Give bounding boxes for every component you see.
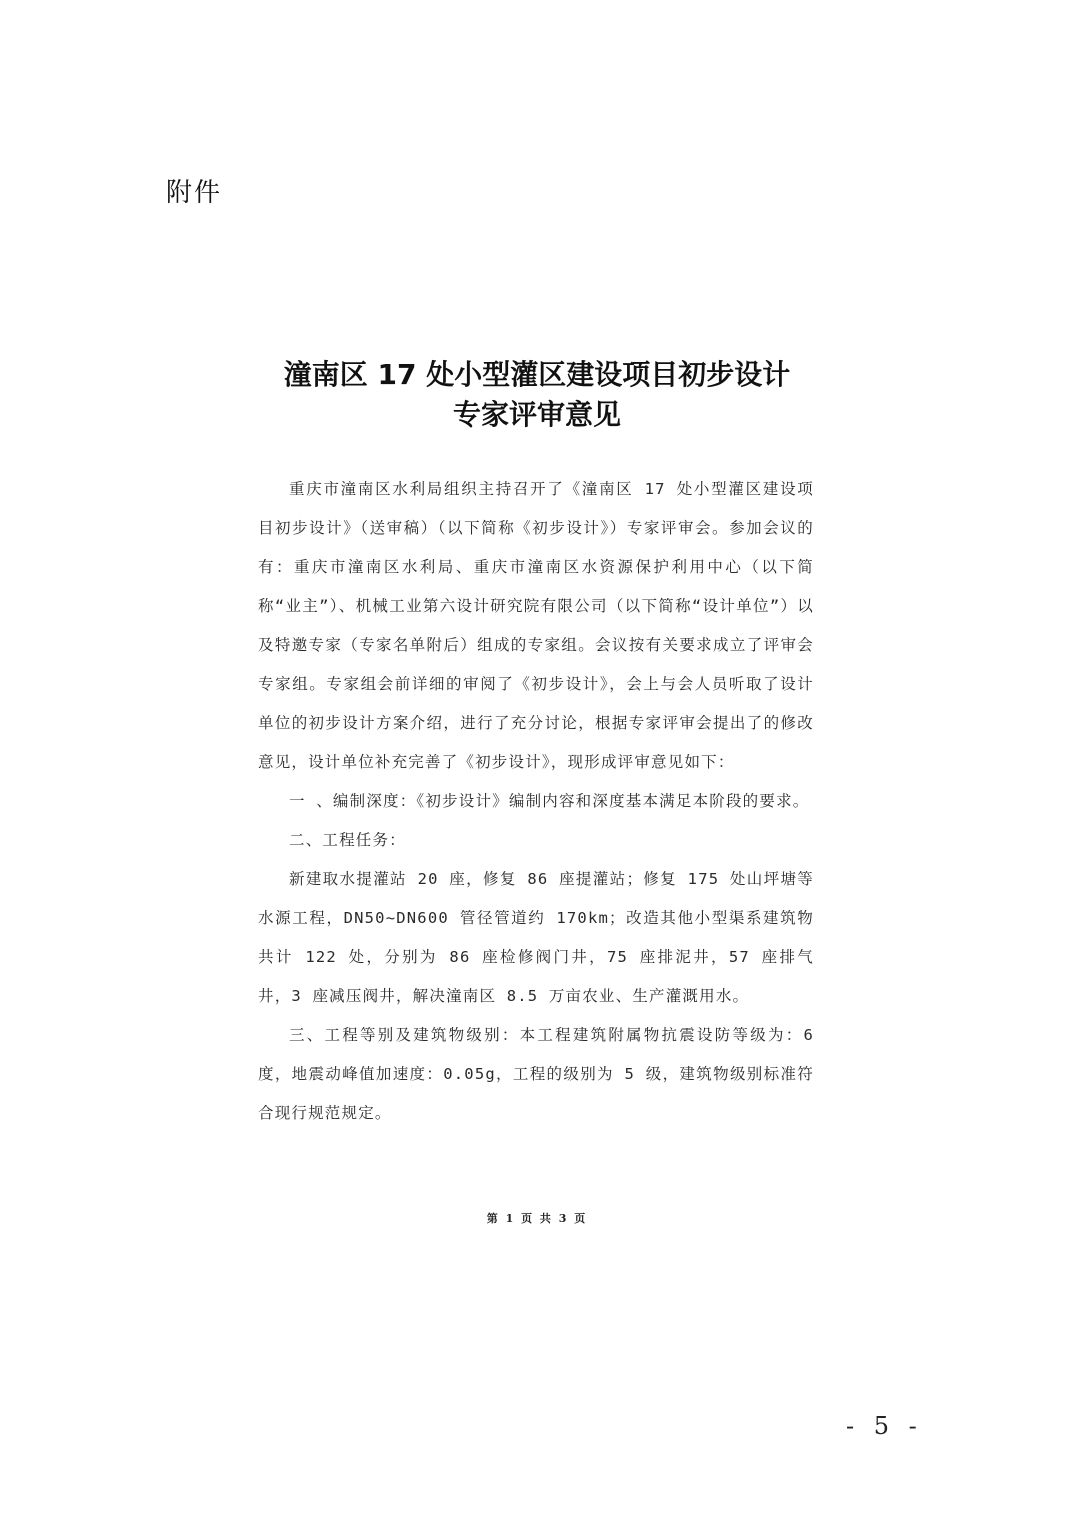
title-line-2: 专家评审意见 xyxy=(452,398,621,431)
document-title xyxy=(0,355,1074,435)
page-indicator: 第 1 页 共 3 页 xyxy=(486,1212,588,1225)
page-number: - 5 - xyxy=(846,1412,923,1440)
title-line-1: 潼南区 17 处小型灌区建设项目初步设计 xyxy=(283,358,791,391)
paragraph-section-2-heading: 二、工程任务： xyxy=(289,831,406,849)
attachment-label: 附件 xyxy=(166,178,223,208)
paragraph-section-3: 三、工程等别及建筑物级别：本工程建筑附属物抗震设防等级为：6 度，地震动峰值加速度：0.05g，工程的级别为 5 级，建筑物级别标准符合现行规范规定。 xyxy=(258,1026,814,1122)
document-body xyxy=(258,470,814,1133)
paragraph-section-1: 一 、编制深度：《初步设计》编制内容和深度基本满足本阶段的要求。 xyxy=(289,792,810,810)
paragraph-intro: 重庆市潼南区水利局组织主持召开了《潼南区 17 处小型灌区建设项目初步设计》（送审稿）（以下简称《初步设计》）专家评审会。参加会议的有：重庆市潼南区水利局、重庆市潼南区水资源保护利用中心（以下简称“业主”）、机械工业第六设计研究院有限公司（以下简称“设计单位”）以及特邀专家（专家名单附后）组成的专家组。会议按有关要求成立了评审会专家组。专家组会前详细的审阅了《初步设计》，会上与会人员听取了设计单位的初步设计方案介绍，进行了充分讨论，根据专家评审会提出了的修改意见，设计单位补充完善了《初步设计》，现形成评审意见如下： xyxy=(258,480,814,771)
paragraph-section-2-body: 新建取水提灌站 20 座，修复 86 座提灌站；修复 175 处山坪塘等水源工程，DN50~DN600 管径管道约 170km；改造其他小型渠系建筑物共计 122 处，分别为 86 座检修阀门井，75 座排泥井，57 座排气井，3 座减压阀井，解决潼南区 8.5 万亩农业、生产灌溉用水。 xyxy=(258,870,814,1005)
